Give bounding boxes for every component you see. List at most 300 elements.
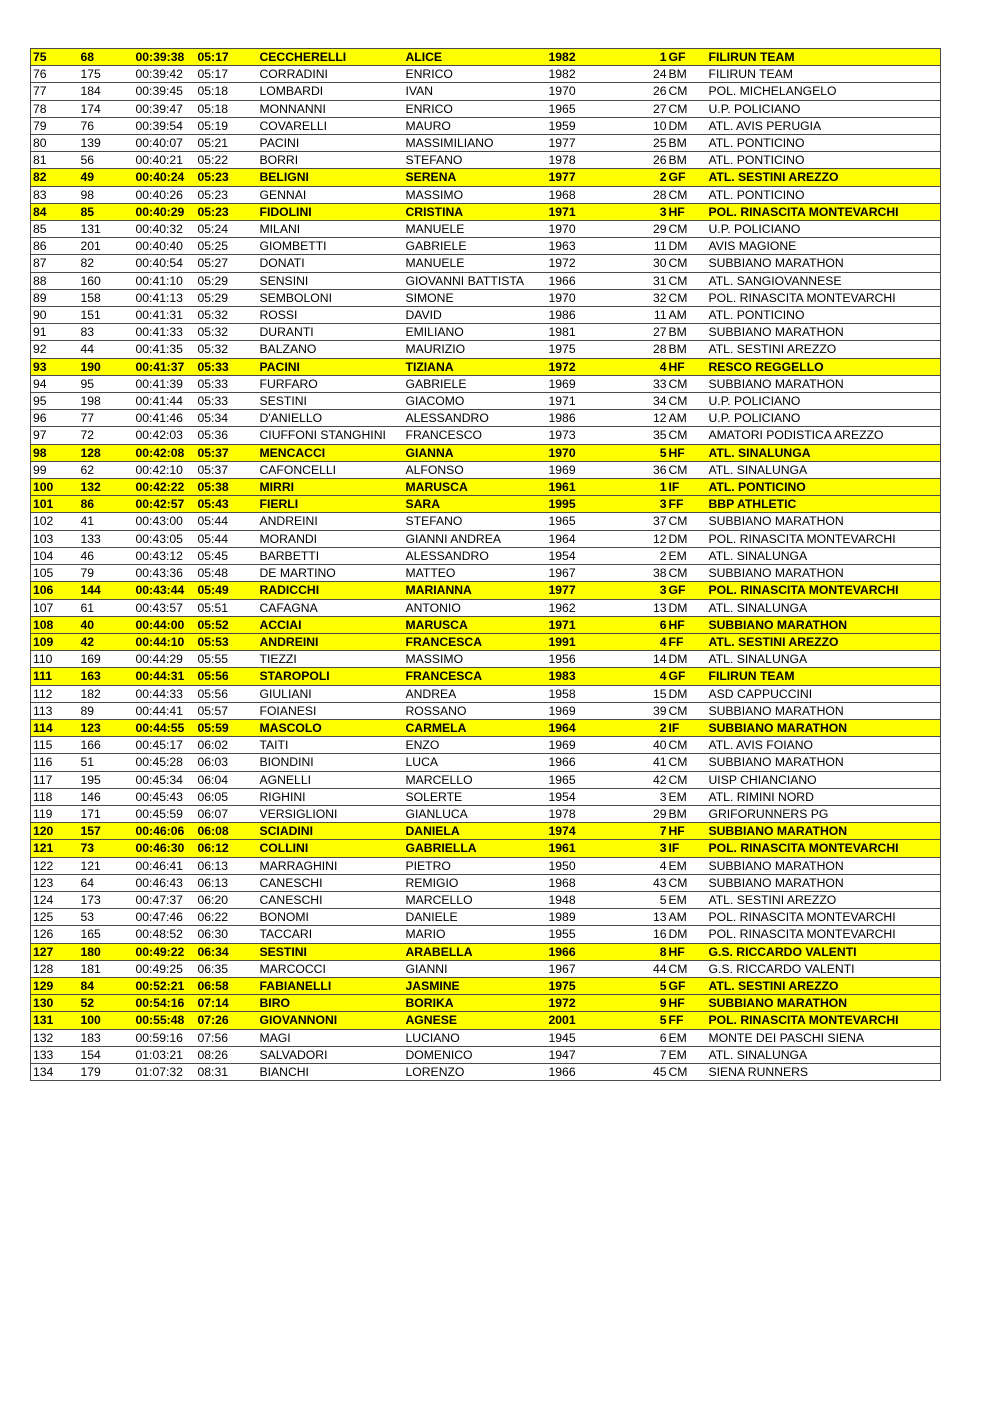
surname-cell: RADICCHI xyxy=(258,582,404,599)
birth-year-cell: 1954 xyxy=(547,788,611,805)
table-row xyxy=(31,186,941,203)
team-cell: POL. RINASCITA MONTEVARCHI xyxy=(707,926,941,943)
table-row xyxy=(31,427,941,444)
surname-cell: CORRADINI xyxy=(258,66,404,83)
category-rank-cell: 28 xyxy=(611,341,669,358)
category-cell: FF xyxy=(669,633,707,650)
birth-year-cell: 1959 xyxy=(547,117,611,134)
category-rank-cell: 3 xyxy=(611,788,669,805)
time-cell: 00:49:25 xyxy=(134,960,196,977)
category-rank-cell: 1 xyxy=(611,49,669,66)
category-cell: AM xyxy=(669,909,707,926)
surname-cell: COLLINI xyxy=(258,840,404,857)
bib-cell: 72 xyxy=(79,427,134,444)
surname-cell: ACCIAI xyxy=(258,616,404,633)
position-cell: 119 xyxy=(31,805,79,822)
surname-cell: DE MARTINO xyxy=(258,565,404,582)
table-row xyxy=(31,977,941,994)
birth-year-cell: 1970 xyxy=(547,221,611,238)
table-row xyxy=(31,410,941,427)
category-rank-cell: 4 xyxy=(611,358,669,375)
category-cell: CM xyxy=(669,375,707,392)
surname-cell: TAITI xyxy=(258,737,404,754)
pace-cell: 05:23 xyxy=(196,169,258,186)
bib-cell: 154 xyxy=(79,1046,134,1063)
category-cell: DM xyxy=(669,530,707,547)
category-rank-cell: 28 xyxy=(611,186,669,203)
category-rank-cell: 10 xyxy=(611,117,669,134)
time-cell: 00:41:31 xyxy=(134,307,196,324)
category-cell: BM xyxy=(669,66,707,83)
position-cell: 104 xyxy=(31,547,79,564)
bib-cell: 195 xyxy=(79,771,134,788)
team-cell: BBP ATHLETIC xyxy=(707,496,941,513)
pace-cell: 05:33 xyxy=(196,393,258,410)
bib-cell: 133 xyxy=(79,530,134,547)
team-cell: RESCO REGGELLO xyxy=(707,358,941,375)
position-cell: 129 xyxy=(31,977,79,994)
birth-year-cell: 1966 xyxy=(547,272,611,289)
birth-year-cell: 1971 xyxy=(547,393,611,410)
bib-cell: 82 xyxy=(79,255,134,272)
position-cell: 108 xyxy=(31,616,79,633)
birth-year-cell: 1966 xyxy=(547,1063,611,1080)
bib-cell: 131 xyxy=(79,221,134,238)
firstname-cell: AGNESE xyxy=(404,1012,547,1029)
firstname-cell: IVAN xyxy=(404,83,547,100)
pace-cell: 05:55 xyxy=(196,651,258,668)
category-cell: DM xyxy=(669,651,707,668)
category-cell: HF xyxy=(669,616,707,633)
birth-year-cell: 1972 xyxy=(547,358,611,375)
pace-cell: 06:03 xyxy=(196,754,258,771)
time-cell: 00:44:41 xyxy=(134,702,196,719)
position-cell: 76 xyxy=(31,66,79,83)
category-rank-cell: 26 xyxy=(611,83,669,100)
time-cell: 00:45:59 xyxy=(134,805,196,822)
surname-cell: BONOMI xyxy=(258,909,404,926)
pace-cell: 05:37 xyxy=(196,444,258,461)
table-row xyxy=(31,651,941,668)
surname-cell: BARBETTI xyxy=(258,547,404,564)
pace-cell: 05:24 xyxy=(196,221,258,238)
firstname-cell: SERENA xyxy=(404,169,547,186)
team-cell: ATL. SESTINI AREZZO xyxy=(707,633,941,650)
firstname-cell: ROSSANO xyxy=(404,702,547,719)
pace-cell: 05:29 xyxy=(196,289,258,306)
firstname-cell: TIZIANA xyxy=(404,358,547,375)
time-cell: 00:39:42 xyxy=(134,66,196,83)
time-cell: 00:40:54 xyxy=(134,255,196,272)
surname-cell: BIONDINI xyxy=(258,754,404,771)
team-cell: SUBBIANO MARATHON xyxy=(707,719,941,736)
pace-cell: 05:22 xyxy=(196,152,258,169)
bib-cell: 68 xyxy=(79,49,134,66)
team-cell: SUBBIANO MARATHON xyxy=(707,702,941,719)
time-cell: 00:48:52 xyxy=(134,926,196,943)
table-row xyxy=(31,307,941,324)
surname-cell: CAFAGNA xyxy=(258,599,404,616)
surname-cell: STAROPOLI xyxy=(258,668,404,685)
time-cell: 00:44:10 xyxy=(134,633,196,650)
surname-cell: MIRRI xyxy=(258,479,404,496)
team-cell: U.P. POLICIANO xyxy=(707,410,941,427)
team-cell: ATL. RIMINI NORD xyxy=(707,788,941,805)
category-cell: GF xyxy=(669,169,707,186)
category-rank-cell: 4 xyxy=(611,633,669,650)
category-cell: CM xyxy=(669,289,707,306)
team-cell: G.S. RICCARDO VALENTI xyxy=(707,960,941,977)
category-cell: GF xyxy=(669,668,707,685)
surname-cell: GENNAI xyxy=(258,186,404,203)
bib-cell: 175 xyxy=(79,66,134,83)
category-rank-cell: 15 xyxy=(611,685,669,702)
pace-cell: 05:49 xyxy=(196,582,258,599)
birth-year-cell: 1978 xyxy=(547,805,611,822)
firstname-cell: MARCELLO xyxy=(404,891,547,908)
bib-cell: 171 xyxy=(79,805,134,822)
team-cell: SUBBIANO MARATHON xyxy=(707,324,941,341)
position-cell: 85 xyxy=(31,221,79,238)
birth-year-cell: 1963 xyxy=(547,238,611,255)
category-rank-cell: 26 xyxy=(611,152,669,169)
table-row xyxy=(31,513,941,530)
time-cell: 00:40:26 xyxy=(134,186,196,203)
firstname-cell: GABRIELE xyxy=(404,238,547,255)
surname-cell: GIULIANI xyxy=(258,685,404,702)
table-row xyxy=(31,169,941,186)
time-cell: 00:46:41 xyxy=(134,857,196,874)
position-cell: 93 xyxy=(31,358,79,375)
category-cell: DM xyxy=(669,926,707,943)
team-cell: U.P. POLICIANO xyxy=(707,100,941,117)
pace-cell: 05:32 xyxy=(196,307,258,324)
bib-cell: 49 xyxy=(79,169,134,186)
category-cell: CM xyxy=(669,255,707,272)
bib-cell: 132 xyxy=(79,479,134,496)
pace-cell: 05:43 xyxy=(196,496,258,513)
category-cell: BM xyxy=(669,135,707,152)
team-cell: POL. RINASCITA MONTEVARCHI xyxy=(707,289,941,306)
bib-cell: 123 xyxy=(79,719,134,736)
team-cell: ATL. SANGIOVANNESE xyxy=(707,272,941,289)
time-cell: 00:41:10 xyxy=(134,272,196,289)
firstname-cell: STEFANO xyxy=(404,152,547,169)
firstname-cell: SARA xyxy=(404,496,547,513)
category-cell: EM xyxy=(669,1046,707,1063)
bib-cell: 190 xyxy=(79,358,134,375)
position-cell: 102 xyxy=(31,513,79,530)
category-cell: CM xyxy=(669,100,707,117)
table-row xyxy=(31,272,941,289)
firstname-cell: ENRICO xyxy=(404,66,547,83)
bib-cell: 86 xyxy=(79,496,134,513)
team-cell: ATL. SINALUNGA xyxy=(707,1046,941,1063)
position-cell: 134 xyxy=(31,1063,79,1080)
category-rank-cell: 16 xyxy=(611,926,669,943)
table-row xyxy=(31,1012,941,1029)
surname-cell: TACCARI xyxy=(258,926,404,943)
firstname-cell: LUCIANO xyxy=(404,1029,547,1046)
pace-cell: 05:37 xyxy=(196,461,258,478)
category-rank-cell: 9 xyxy=(611,995,669,1012)
pace-cell: 06:30 xyxy=(196,926,258,943)
pace-cell: 07:14 xyxy=(196,995,258,1012)
birth-year-cell: 1969 xyxy=(547,375,611,392)
surname-cell: PACINI xyxy=(258,135,404,152)
table-row xyxy=(31,135,941,152)
team-cell: AVIS MAGIONE xyxy=(707,238,941,255)
position-cell: 84 xyxy=(31,203,79,220)
position-cell: 112 xyxy=(31,685,79,702)
firstname-cell: REMIGIO xyxy=(404,874,547,891)
table-row xyxy=(31,668,941,685)
pace-cell: 05:48 xyxy=(196,565,258,582)
position-cell: 115 xyxy=(31,737,79,754)
time-cell: 01:03:21 xyxy=(134,1046,196,1063)
position-cell: 99 xyxy=(31,461,79,478)
birth-year-cell: 1956 xyxy=(547,651,611,668)
category-cell: GF xyxy=(669,582,707,599)
pace-cell: 05:36 xyxy=(196,427,258,444)
category-cell: DM xyxy=(669,599,707,616)
category-cell: CM xyxy=(669,960,707,977)
birth-year-cell: 1964 xyxy=(547,719,611,736)
birth-year-cell: 1965 xyxy=(547,100,611,117)
bib-cell: 98 xyxy=(79,186,134,203)
table-row xyxy=(31,203,941,220)
category-cell: CM xyxy=(669,272,707,289)
category-cell: EM xyxy=(669,891,707,908)
category-rank-cell: 3 xyxy=(611,582,669,599)
category-rank-cell: 8 xyxy=(611,943,669,960)
category-rank-cell: 1 xyxy=(611,479,669,496)
position-cell: 92 xyxy=(31,341,79,358)
birth-year-cell: 1945 xyxy=(547,1029,611,1046)
table-row xyxy=(31,461,941,478)
time-cell: 00:42:03 xyxy=(134,427,196,444)
birth-year-cell: 1954 xyxy=(547,547,611,564)
category-cell: DM xyxy=(669,238,707,255)
team-cell: SUBBIANO MARATHON xyxy=(707,616,941,633)
bib-cell: 198 xyxy=(79,393,134,410)
category-cell: DM xyxy=(669,117,707,134)
table-row xyxy=(31,444,941,461)
table-row xyxy=(31,255,941,272)
firstname-cell: ANDREA xyxy=(404,685,547,702)
team-cell: SUBBIANO MARATHON xyxy=(707,874,941,891)
time-cell: 00:43:44 xyxy=(134,582,196,599)
category-cell: FF xyxy=(669,496,707,513)
category-cell: CM xyxy=(669,874,707,891)
team-cell: ATL. SINALUNGA xyxy=(707,461,941,478)
firstname-cell: ALESSANDRO xyxy=(404,547,547,564)
team-cell: U.P. POLICIANO xyxy=(707,393,941,410)
category-cell: IF xyxy=(669,719,707,736)
bib-cell: 41 xyxy=(79,513,134,530)
category-rank-cell: 38 xyxy=(611,565,669,582)
team-cell: POL. MICHELANGELO xyxy=(707,83,941,100)
time-cell: 00:41:33 xyxy=(134,324,196,341)
category-cell: CM xyxy=(669,702,707,719)
category-rank-cell: 3 xyxy=(611,840,669,857)
surname-cell: MAGI xyxy=(258,1029,404,1046)
time-cell: 00:45:28 xyxy=(134,754,196,771)
table-row xyxy=(31,788,941,805)
birth-year-cell: 1970 xyxy=(547,83,611,100)
category-rank-cell: 11 xyxy=(611,307,669,324)
category-cell: GF xyxy=(669,977,707,994)
team-cell: ATL. SESTINI AREZZO xyxy=(707,341,941,358)
surname-cell: CANESCHI xyxy=(258,874,404,891)
surname-cell: LOMBARDI xyxy=(258,83,404,100)
category-cell: CM xyxy=(669,1063,707,1080)
bib-cell: 61 xyxy=(79,599,134,616)
firstname-cell: ALFONSO xyxy=(404,461,547,478)
birth-year-cell: 1975 xyxy=(547,977,611,994)
pace-cell: 06:34 xyxy=(196,943,258,960)
pace-cell: 08:31 xyxy=(196,1063,258,1080)
time-cell: 00:40:29 xyxy=(134,203,196,220)
position-cell: 77 xyxy=(31,83,79,100)
table-row xyxy=(31,995,941,1012)
category-rank-cell: 41 xyxy=(611,754,669,771)
position-cell: 90 xyxy=(31,307,79,324)
bib-cell: 179 xyxy=(79,1063,134,1080)
category-rank-cell: 13 xyxy=(611,599,669,616)
birth-year-cell: 1947 xyxy=(547,1046,611,1063)
bib-cell: 83 xyxy=(79,324,134,341)
time-cell: 00:39:47 xyxy=(134,100,196,117)
category-cell: CM xyxy=(669,186,707,203)
table-row xyxy=(31,530,941,547)
bib-cell: 157 xyxy=(79,823,134,840)
birth-year-cell: 1961 xyxy=(547,840,611,857)
category-cell: BM xyxy=(669,324,707,341)
table-row xyxy=(31,702,941,719)
team-cell: ATL. PONTICINO xyxy=(707,152,941,169)
position-cell: 95 xyxy=(31,393,79,410)
category-cell: HF xyxy=(669,444,707,461)
surname-cell: MENCACCI xyxy=(258,444,404,461)
surname-cell: GIOMBETTI xyxy=(258,238,404,255)
firstname-cell: LORENZO xyxy=(404,1063,547,1080)
surname-cell: FIERLI xyxy=(258,496,404,513)
time-cell: 01:07:32 xyxy=(134,1063,196,1080)
time-cell: 00:45:17 xyxy=(134,737,196,754)
team-cell: SUBBIANO MARATHON xyxy=(707,375,941,392)
category-cell: GF xyxy=(669,49,707,66)
firstname-cell: SOLERTE xyxy=(404,788,547,805)
bib-cell: 128 xyxy=(79,444,134,461)
table-row xyxy=(31,909,941,926)
position-cell: 88 xyxy=(31,272,79,289)
pace-cell: 05:59 xyxy=(196,719,258,736)
category-cell: HF xyxy=(669,823,707,840)
position-cell: 103 xyxy=(31,530,79,547)
team-cell: ATL. SINALUNGA xyxy=(707,599,941,616)
position-cell: 79 xyxy=(31,117,79,134)
category-rank-cell: 27 xyxy=(611,100,669,117)
birth-year-cell: 1948 xyxy=(547,891,611,908)
table-row xyxy=(31,393,941,410)
category-rank-cell: 11 xyxy=(611,238,669,255)
firstname-cell: GIANNI ANDREA xyxy=(404,530,547,547)
table-row xyxy=(31,771,941,788)
birth-year-cell: 1977 xyxy=(547,135,611,152)
firstname-cell: BORIKA xyxy=(404,995,547,1012)
pace-cell: 05:18 xyxy=(196,83,258,100)
birth-year-cell: 1965 xyxy=(547,771,611,788)
position-cell: 125 xyxy=(31,909,79,926)
time-cell: 00:40:40 xyxy=(134,238,196,255)
position-cell: 127 xyxy=(31,943,79,960)
category-cell: CM xyxy=(669,393,707,410)
surname-cell: BIRO xyxy=(258,995,404,1012)
surname-cell: MONNANNI xyxy=(258,100,404,117)
category-rank-cell: 33 xyxy=(611,375,669,392)
category-rank-cell: 4 xyxy=(611,668,669,685)
time-cell: 00:54:16 xyxy=(134,995,196,1012)
team-cell: SUBBIANO MARATHON xyxy=(707,565,941,582)
position-cell: 97 xyxy=(31,427,79,444)
team-cell: POL. RINASCITA MONTEVARCHI xyxy=(707,530,941,547)
pace-cell: 05:56 xyxy=(196,668,258,685)
surname-cell: FABIANELLI xyxy=(258,977,404,994)
pace-cell: 05:27 xyxy=(196,255,258,272)
surname-cell: MILANI xyxy=(258,221,404,238)
bib-cell: 76 xyxy=(79,117,134,134)
team-cell: MONTE DEI PASCHI SIENA xyxy=(707,1029,941,1046)
table-row xyxy=(31,582,941,599)
birth-year-cell: 1969 xyxy=(547,461,611,478)
surname-cell: DONATI xyxy=(258,255,404,272)
firstname-cell: GABRIELLA xyxy=(404,840,547,857)
time-cell: 00:44:31 xyxy=(134,668,196,685)
surname-cell: SALVADORI xyxy=(258,1046,404,1063)
birth-year-cell: 1986 xyxy=(547,410,611,427)
time-cell: 00:42:10 xyxy=(134,461,196,478)
time-cell: 00:46:43 xyxy=(134,874,196,891)
category-cell: AM xyxy=(669,410,707,427)
table-row xyxy=(31,840,941,857)
position-cell: 117 xyxy=(31,771,79,788)
birth-year-cell: 1962 xyxy=(547,599,611,616)
birth-year-cell: 2001 xyxy=(547,1012,611,1029)
firstname-cell: GABRIELE xyxy=(404,375,547,392)
time-cell: 00:41:39 xyxy=(134,375,196,392)
surname-cell: TIEZZI xyxy=(258,651,404,668)
category-rank-cell: 12 xyxy=(611,410,669,427)
surname-cell: PACINI xyxy=(258,358,404,375)
bib-cell: 121 xyxy=(79,857,134,874)
position-cell: 81 xyxy=(31,152,79,169)
bib-cell: 165 xyxy=(79,926,134,943)
surname-cell: FOIANESI xyxy=(258,702,404,719)
category-cell: HF xyxy=(669,995,707,1012)
firstname-cell: PIETRO xyxy=(404,857,547,874)
category-rank-cell: 7 xyxy=(611,1046,669,1063)
category-rank-cell: 45 xyxy=(611,1063,669,1080)
time-cell: 00:47:37 xyxy=(134,891,196,908)
category-rank-cell: 32 xyxy=(611,289,669,306)
bib-cell: 85 xyxy=(79,203,134,220)
bib-cell: 44 xyxy=(79,341,134,358)
surname-cell: VERSIGLIONI xyxy=(258,805,404,822)
team-cell: SUBBIANO MARATHON xyxy=(707,823,941,840)
firstname-cell: MARCELLO xyxy=(404,771,547,788)
position-cell: 80 xyxy=(31,135,79,152)
